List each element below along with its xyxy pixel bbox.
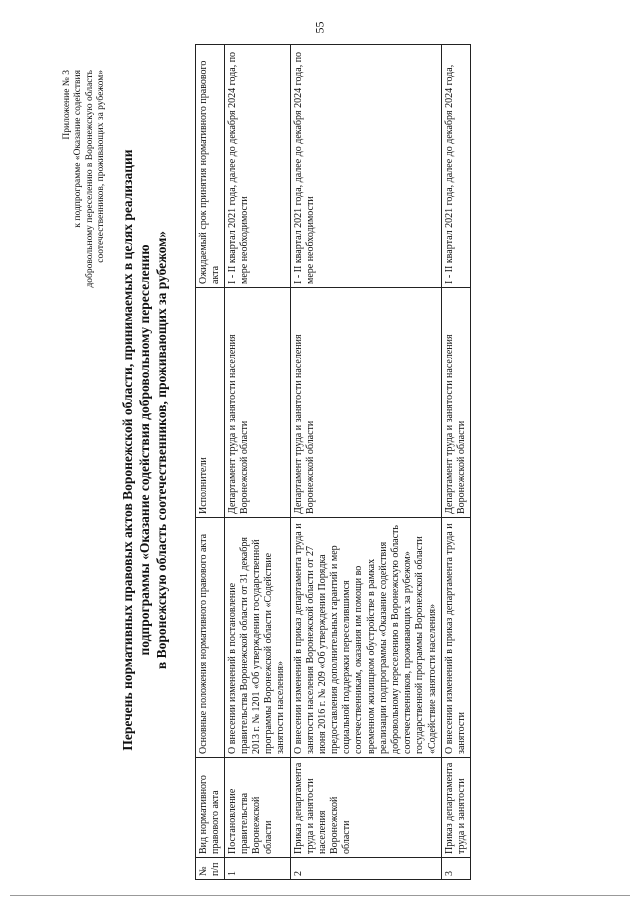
header-executors: Исполнители: [196, 288, 225, 518]
header-act-type: Вид нормативного правового акта: [196, 758, 225, 858]
table-header-row: [196, 45, 225, 880]
appendix-line: Приложение № 3: [62, 70, 72, 140]
cell-executors: Департамент труда и занятости населения Воронежской области: [290, 288, 441, 518]
scan-edge-line: [10, 895, 630, 896]
table-row: [224, 45, 290, 880]
cell-number: 3: [441, 858, 470, 880]
cell-executors: Департамент труда и занятости населения Воронежской области: [441, 288, 470, 518]
legal-acts-table: [195, 44, 471, 880]
page-number: 55: [312, 21, 327, 34]
cell-number: 2: [290, 858, 441, 880]
cell-number: 1: [224, 858, 290, 880]
cell-act-type: Приказ департамента труда и занятости: [441, 758, 470, 858]
cell-act-content: О внесении изменений в постановление правительства Воронежской области от 31 декабря 2013 г. № 1201 «Об утверждении государственной программы Воронежской области «Содействие занятости населения»: [224, 518, 290, 758]
header-term: Ожидаемый срок принятия нормативного правового акта: [196, 45, 225, 288]
appendix-line: добровольному переселению в Воронежскую область: [84, 70, 95, 288]
title-line: в Воронежскую область соотечественников, проживающих за рубежом»: [153, 230, 169, 670]
cell-act-content: О внесении изменений в приказ департамента труда и занятости: [441, 518, 470, 758]
cell-term: I - II квартал 2021 года, далее до декабря 2024 года, по мере необходимости: [224, 45, 290, 288]
title-line: подпрограммы «Оказание содействия добровольному переселению: [136, 244, 152, 656]
header-act-content: Основные положения нормативного правового акта: [196, 518, 225, 758]
table-row: [441, 45, 470, 880]
title-line: Перечень нормативных правовых актов Воронежской области, принимаемых в целях реализации: [120, 149, 135, 751]
appendix-note: [62, 70, 108, 400]
appendix-line: к подпрограмме «Оказание содействия: [73, 70, 84, 228]
cell-term: I - II квартал 2021 года, далее до декабря 2024 года, по мере необходимости: [290, 45, 441, 288]
document-title: [120, 70, 171, 830]
cell-act-content: О внесении изменений в приказ департамента труда и занятости населения Воронежской области от 27 июня 2016 г. № 209 «Об утверждении Порядка предоставления дополнительных гарантий и мер социальной поддержки переселившимся соотечественникам, оказания им помощи во временном жилищном обустройстве в рамках реализации подпрограммы «Оказание содействия добровольному переселению в Воронежскую область соотечественников, проживающих за рубежом» государственной программы Воронежской области «Содействие занятости населения»: [290, 518, 441, 758]
table-row: [290, 45, 441, 880]
document-sheet: [40, 30, 600, 880]
cell-act-type: Приказ департамента труда и занятости населения Воронежской области: [290, 758, 441, 858]
cell-executors: Департамент труда и занятости населения Воронежской области: [224, 288, 290, 518]
header-number: № п/п: [196, 858, 225, 880]
appendix-line: соотечественников, проживающих за рубежом»: [96, 70, 107, 263]
cell-act-type: Постановление правительства Воронежской области: [224, 758, 290, 858]
cell-term: I - II квартал 2021 года, далее до декабря 2024 года,: [441, 45, 470, 288]
